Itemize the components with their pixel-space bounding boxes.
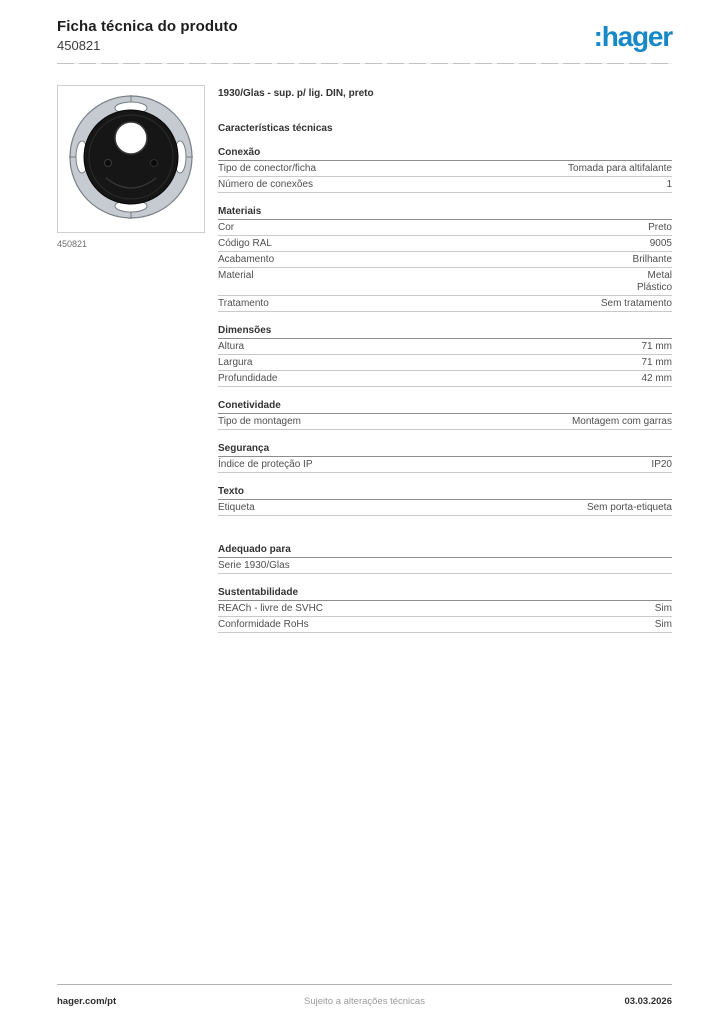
spec-row: [218, 601, 672, 617]
spec-row: [218, 500, 672, 516]
spec-row: [218, 558, 672, 574]
section-seguranca: [218, 443, 672, 473]
spec-label: Material: [218, 270, 254, 281]
spec-row: [218, 355, 672, 371]
spec-value: Brilhante: [632, 254, 672, 265]
right-dot: [151, 160, 158, 167]
section-texto: [218, 486, 672, 516]
spec-label: Profundidade: [218, 373, 278, 384]
spec-label: Código RAL: [218, 238, 272, 249]
speaker-socket-illustration: [58, 86, 204, 232]
spec-label: REACh - livre de SVHC: [218, 603, 324, 614]
spec-label: Acabamento: [218, 254, 275, 265]
left-dot: [105, 160, 112, 167]
spec-value: 9005: [649, 238, 672, 249]
footer-website: hager.com/pt: [57, 996, 117, 1007]
product-image-caption: 450821: [57, 239, 88, 249]
spec-label: Número de conexões: [218, 179, 314, 190]
connector-hole: [115, 122, 147, 154]
spec-row: [218, 252, 672, 268]
spec-row: [218, 339, 672, 355]
page-title: Ficha técnica do produto: [57, 18, 238, 35]
spec-row: [218, 457, 672, 473]
section-adequado-para: [218, 544, 672, 574]
section-dimensoes: [218, 325, 672, 387]
product-image: [57, 85, 205, 233]
main-content: [57, 85, 672, 633]
section-conetividade: [218, 400, 672, 430]
product-name: 1930/Glas - sup. p/ lig. DIN, preto: [218, 88, 374, 99]
spec-label: Conformidade RoHs: [218, 619, 309, 630]
spec-section-title: Dimensões: [218, 325, 672, 339]
spec-label: Largura: [218, 357, 253, 368]
spec-value: Sem porta-etiqueta: [586, 502, 672, 513]
spec-label: Tipo de montagem: [218, 416, 302, 427]
spec-value-line: Metal: [647, 270, 672, 281]
spec-value: Sim: [654, 619, 672, 630]
spec-label: Índice de proteção IP: [218, 459, 313, 470]
spec-value: Montagem com garras: [571, 416, 672, 427]
section-sustentabilidade: [218, 587, 672, 633]
spec-row: [218, 268, 672, 296]
spec-row: [218, 617, 672, 633]
spec-value: 71 mm: [641, 341, 672, 352]
spec-section-title: Texto: [218, 486, 672, 500]
spec-row: [218, 236, 672, 252]
spec-value: IP20: [651, 459, 672, 470]
footer-disclaimer: Sujeito a alterações técnicas: [304, 996, 425, 1007]
spec-value: 1: [666, 179, 672, 190]
spec-row: [218, 371, 672, 387]
spec-section-title: Materiais: [218, 206, 672, 220]
header: [57, 16, 672, 53]
spec-section-title: Conexão: [218, 147, 672, 161]
spec-row: [218, 414, 672, 430]
hager-logo: :hager: [593, 21, 672, 52]
spec-label: Etiqueta: [218, 502, 255, 513]
spec-label: Altura: [218, 341, 245, 352]
footer-date: 03.03.2026: [624, 996, 672, 1007]
footer: [57, 984, 672, 1024]
spec-section-title: Segurança: [218, 443, 672, 457]
spec-section-title: Adequado para: [218, 544, 672, 558]
spec-section-title: Sustentabilidade: [218, 587, 672, 601]
spec-label: Tratamento: [218, 298, 269, 309]
product-number: 450821: [57, 38, 101, 53]
spec-value: 42 mm: [641, 373, 672, 384]
spec-row: [218, 177, 672, 193]
spec-value-line: Plástico: [636, 282, 672, 293]
spec-row: [218, 161, 672, 177]
spec-label: Serie 1930/Glas: [218, 560, 290, 571]
spec-section-title: Conetividade: [218, 400, 672, 414]
spec-value: Tomada para altifalante: [568, 163, 672, 174]
section-conexao: [218, 147, 672, 193]
spec-row: [218, 296, 672, 312]
characteristics-title: Características técnicas: [218, 123, 333, 134]
spec-value: [637, 270, 672, 294]
header-titles: [57, 16, 238, 53]
spec-value: Sem tratamento: [600, 298, 672, 309]
header-divider: [57, 63, 672, 64]
spec-row: [218, 220, 672, 236]
spec-value: Preto: [648, 222, 672, 233]
spec-column: [218, 85, 672, 633]
spec-value: Sim: [654, 603, 672, 614]
section-materiais: [218, 206, 672, 312]
spec-label: Tipo de conector/ficha: [218, 163, 317, 174]
product-image-column: [57, 85, 205, 633]
spec-value: 71 mm: [641, 357, 672, 368]
spec-label: Cor: [218, 222, 235, 233]
